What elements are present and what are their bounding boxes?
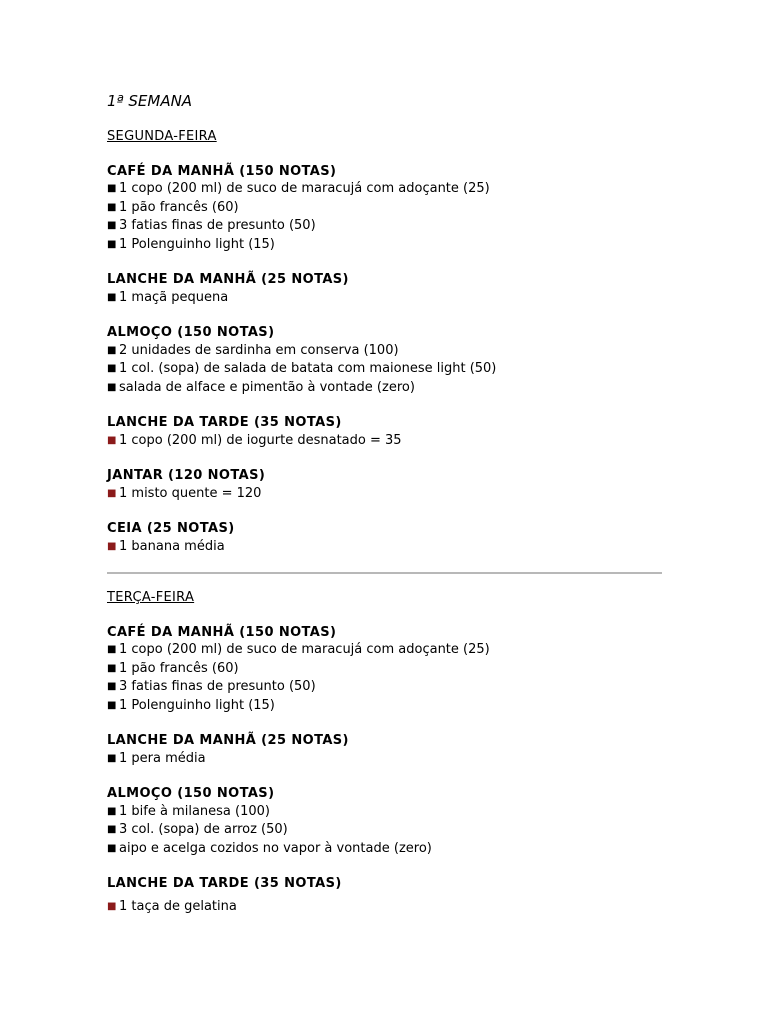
list-item — [107, 485, 662, 504]
meal-block — [107, 785, 662, 858]
list-item — [107, 379, 662, 398]
meal-heading: ALMOÇO (150 NOTAS) — [107, 786, 275, 801]
meal-items — [107, 432, 662, 451]
item-text: 1 taça de gelatina — [119, 898, 237, 914]
list-item — [107, 678, 662, 697]
meal-heading: LANCHE DA TARDE (35 NOTAS) — [107, 876, 342, 891]
meal-heading: CEIA (25 NOTAS) — [107, 521, 235, 536]
list-item — [107, 538, 662, 557]
meal-block — [107, 271, 662, 307]
meal-items — [107, 180, 662, 254]
list-item — [107, 840, 662, 859]
list-item — [107, 180, 662, 199]
square-bullet-icon: ■ — [107, 183, 117, 194]
square-bullet-icon: ■ — [107, 238, 117, 250]
meal-items — [107, 538, 662, 557]
meal-heading: JANTAR (120 NOTAS) — [107, 468, 266, 483]
square-bullet-icon: ■ — [107, 842, 117, 854]
item-text: 1 bife à milanesa (100) — [119, 803, 270, 819]
list-item — [107, 342, 662, 361]
day-separator — [107, 572, 662, 574]
meal-heading: LANCHE DA MANHÃ (25 NOTAS) — [107, 733, 349, 748]
square-bullet-icon: ■ — [107, 487, 117, 499]
square-bullet-icon: ■ — [107, 662, 117, 674]
document-page — [107, 91, 662, 916]
meal-heading: CAFÉ DA MANHÃ (150 NOTAS) — [107, 624, 337, 640]
item-text: 1 pão francês (60) — [119, 199, 239, 215]
item-text: 1 banana média — [119, 538, 225, 554]
meal-items — [107, 803, 662, 859]
square-bullet-icon: ■ — [107, 752, 117, 764]
meal-items — [107, 641, 662, 715]
item-text: 3 col. (sopa) de arroz (50) — [119, 822, 288, 837]
list-item — [107, 236, 662, 255]
square-bullet-icon: ■ — [107, 434, 117, 446]
square-bullet-icon: ■ — [107, 900, 117, 912]
item-text: 1 pera média — [119, 750, 206, 766]
item-text: aipo e acelga cozidos no vapor à vontade (zero) — [119, 840, 432, 856]
square-bullet-icon: ■ — [107, 805, 117, 817]
item-text: 3 fatias finas de presunto (50) — [119, 679, 316, 694]
item-text: 1 copo (200 ml) de suco de maracujá com adoçante (25) — [119, 181, 490, 196]
item-text: 1 Polenguinho light (15) — [119, 697, 275, 713]
square-bullet-icon: ■ — [107, 540, 117, 552]
square-bullet-icon: ■ — [107, 824, 117, 835]
square-bullet-icon: ■ — [107, 381, 117, 393]
meal-heading: CAFÉ DA MANHÃ (150 NOTAS) — [107, 163, 337, 179]
item-text: salada de alface e pimentão à vontade (zero) — [119, 379, 415, 395]
meal-block — [107, 467, 662, 503]
square-bullet-icon: ■ — [107, 220, 117, 231]
day-heading: TERÇA-FEIRA — [107, 590, 195, 605]
item-text: 3 fatias finas de presunto (50) — [119, 218, 316, 233]
square-bullet-icon: ■ — [107, 291, 117, 303]
list-item — [107, 697, 662, 716]
days-container — [107, 128, 662, 916]
list-item — [107, 432, 662, 451]
list-item — [107, 289, 662, 308]
meal-items — [107, 289, 662, 308]
day-heading: SEGUNDA-FEIRA — [107, 129, 217, 144]
meal-block — [107, 624, 662, 716]
list-item — [107, 803, 662, 822]
square-bullet-icon: ■ — [107, 201, 117, 213]
meal-block — [107, 732, 662, 768]
list-item — [107, 217, 662, 236]
day-section — [107, 128, 662, 556]
item-text: 1 maçã pequena — [119, 289, 229, 305]
meal-items — [107, 485, 662, 504]
list-item — [107, 360, 662, 379]
meal-items — [107, 898, 662, 917]
square-bullet-icon: ■ — [107, 363, 117, 374]
item-text: 1 col. (sopa) de salada de batata com maionese light (50) — [119, 361, 497, 376]
item-text: 2 unidades de sardinha em conserva (100) — [119, 342, 399, 358]
square-bullet-icon: ■ — [107, 681, 117, 692]
square-bullet-icon: ■ — [107, 699, 117, 711]
meal-block — [107, 875, 662, 916]
list-item — [107, 750, 662, 769]
list-item — [107, 898, 662, 917]
meal-heading: LANCHE DA MANHÃ (25 NOTAS) — [107, 272, 349, 287]
item-text: 1 copo (200 ml) de iogurte desnatado = 35 — [119, 432, 402, 448]
meal-heading: LANCHE DA TARDE (35 NOTAS) — [107, 415, 342, 430]
list-item — [107, 641, 662, 660]
item-text: 1 misto quente = 120 — [119, 485, 262, 501]
list-item — [107, 821, 662, 840]
meal-block — [107, 163, 662, 255]
item-text: 1 copo (200 ml) de suco de maracujá com adoçante (25) — [119, 642, 490, 657]
meal-block — [107, 414, 662, 450]
item-text: 1 Polenguinho light (15) — [119, 236, 275, 252]
meal-block — [107, 520, 662, 556]
square-bullet-icon: ■ — [107, 644, 117, 655]
meal-block — [107, 324, 662, 397]
item-text: 1 pão francês (60) — [119, 660, 239, 676]
meal-heading: ALMOÇO (150 NOTAS) — [107, 325, 275, 340]
day-section — [107, 589, 662, 916]
meal-items — [107, 342, 662, 398]
meal-items — [107, 750, 662, 769]
week-title: 1ª SEMANA — [107, 92, 193, 110]
list-item — [107, 660, 662, 679]
square-bullet-icon: ■ — [107, 344, 117, 356]
list-item — [107, 199, 662, 218]
